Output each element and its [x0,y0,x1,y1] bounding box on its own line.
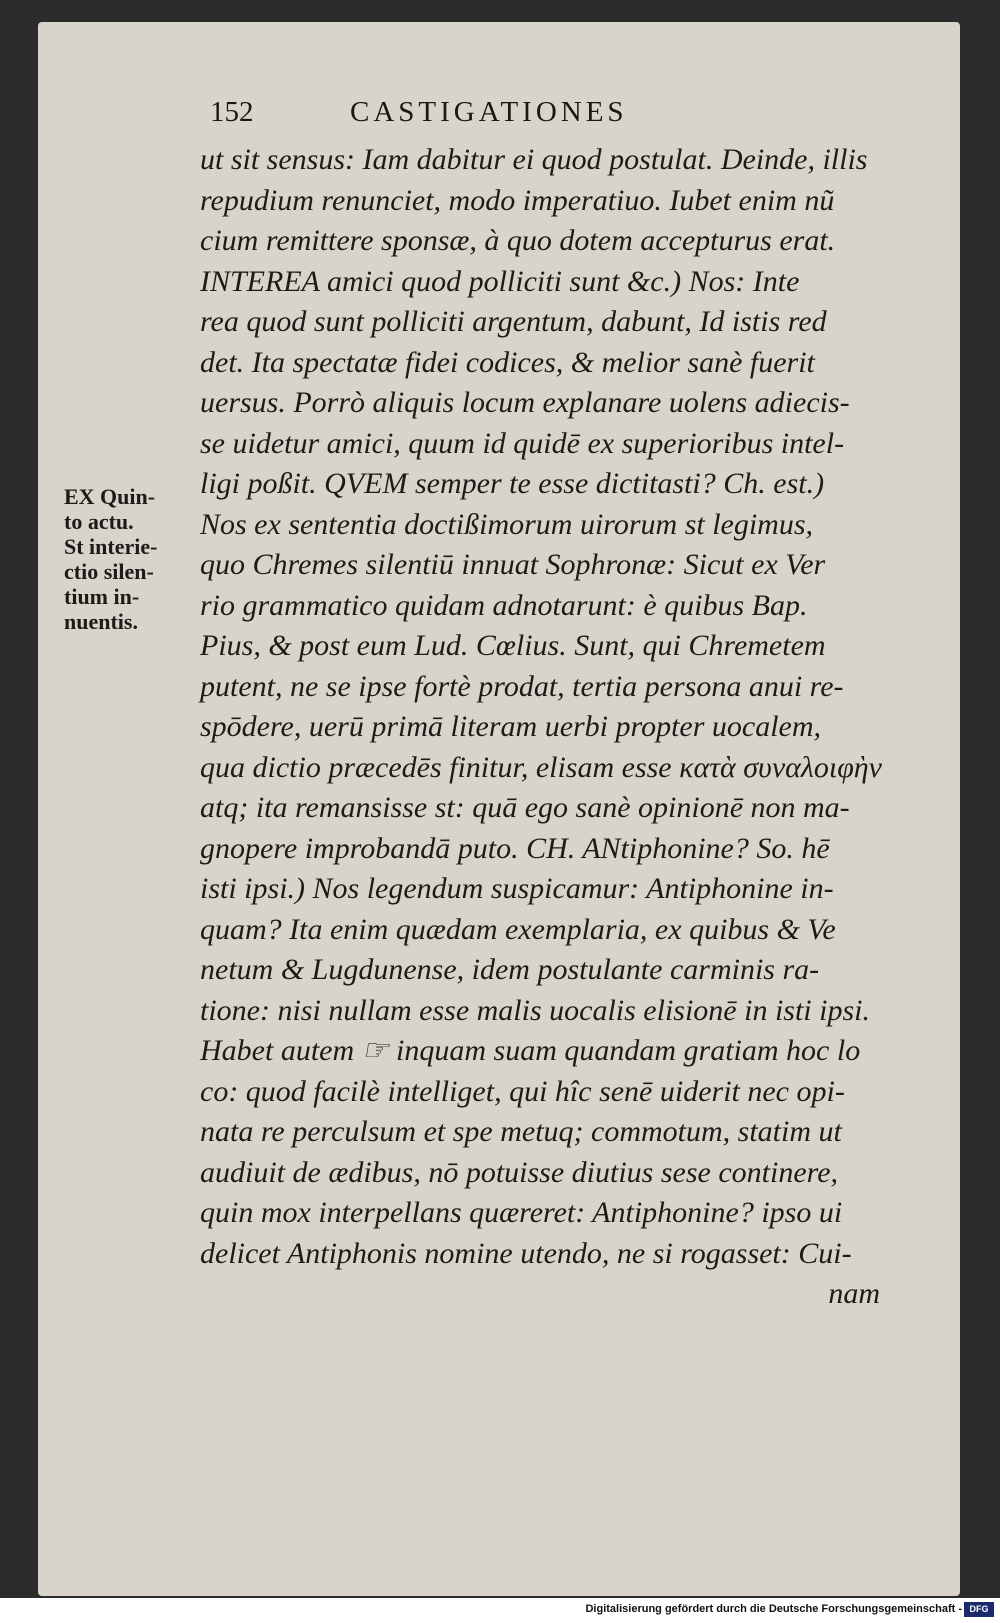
text-line: co: quod facilè intelliget, qui hîc senē uiderit nec opi- [200,1074,845,1108]
text-line: cium remittere sponsæ, à quo dotem accepturus erat. [200,224,836,257]
text-line: Habet autem ☞ inquam suam quandam gratiam hoc lo [200,1034,861,1067]
text-line: gnopere improbandā puto. CH. ANtiphonine? So. hē [200,831,830,865]
text-line: ut sit sensus: Iam dabitur ei quod postulat. Deinde, illis [200,143,868,176]
digitization-credit: Digitalisierung gefördert durch die Deutsche Forschungsgemeinschaft - [585,1603,962,1615]
margin-note-line: to actu. [64,509,134,534]
text-line: putent, ne se ipse fortè prodat, tertia persona anui re- [200,669,844,703]
body-text [200,140,900,1315]
text-line: netum & Lugdunense, idem postulante carminis ra- [200,953,820,986]
text-line: atq; ita remansisse st: quā ego sanè opinionē non ma- [200,791,850,824]
text-line: se uidetur amici, quum id quidē ex superioribus intel- [200,426,845,460]
margin-note-line: ctio silen- [64,559,154,584]
text-line: nata re perculsum et spe metuq; commotum, statim ut [200,1115,842,1148]
text-line: tione: nisi nullam esse malis uocalis elisionē in isti ipsi. [200,993,870,1027]
margin-note-line: nuentis. [64,609,138,634]
text-line: INTEREA amici quod polliciti sunt &c.) Nos: Inte [200,264,800,298]
page-header [210,96,628,129]
catchword: nam [828,1277,880,1310]
footer-bar [0,1598,1000,1623]
text-line: Pius, & post eum Lud. Cœlius. Sunt, qui Chremetem [200,629,826,662]
page-number: 152 [210,96,254,128]
text-line: isti ipsi.) Nos legendum suspicamur: Antiphonine in- [200,872,834,905]
text-line: quam? Ita enim quædam exemplaria, ex quibus & Ve [200,912,836,946]
margin-note [64,484,204,634]
text-line: repudium renunciet, modo imperatiuo. Iubet enim nũ [200,183,835,217]
margin-note-line: tium in- [64,584,140,609]
text-line: Nos ex sententia doctißimorum uirorum st legimus, [200,507,814,541]
dfg-logo: DFG [964,1602,994,1617]
text-line: audiuit de ædibus, nō potuisse diutius sese continere, [200,1155,839,1189]
running-title: CASTIGATIONES [350,96,628,128]
text-line: ligi poßit. QVEM semper te esse dictitasti? Ch. est.) [200,467,825,500]
margin-note-line: EX Quin- [64,484,156,509]
text-line: quin mox interpellans quæreret: Antiphonine? ipso ui [200,1196,843,1229]
text-line: uersus. Porrò aliquis locum explanare uolens adiecis- [200,386,850,419]
text-line: det. Ita spectatæ fidei codices, & melior sanè fuerit [200,345,815,379]
margin-note-line: St interie- [64,534,158,559]
text-line: qua dictio præcedēs finitur, elisam esse κατὰ συναλοιφὴν [200,750,883,784]
text-line: spōdere, uerū primā literam uerbi propter uocalem, [200,710,822,743]
text-line: rio grammatico quidam adnotarunt: è quibus Bap. [200,588,808,622]
text-line: quo Chremes silentiū innuat Sophronæ: Sicut ex Ver [200,548,826,581]
text-line: delicet Antiphonis nomine utendo, ne si rogasset: Cui- [200,1236,852,1270]
text-line: rea quod sunt polliciti argentum, dabunt, Id istis red [200,305,827,338]
